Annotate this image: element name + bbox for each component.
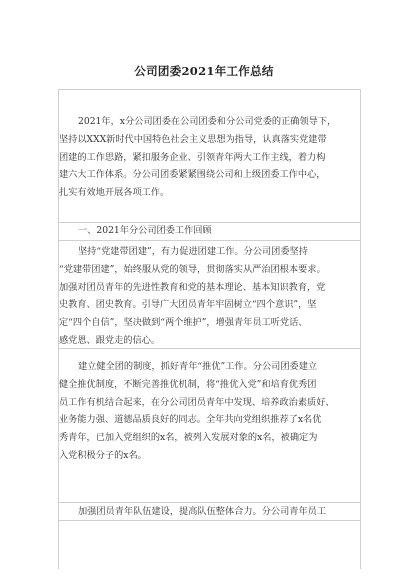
section-heading bbox=[59, 222, 359, 240]
text-line: 入党积极分子的x名。 bbox=[59, 449, 147, 461]
text-line: 感党恩、跟党走的信心。 bbox=[59, 334, 161, 346]
text-line: 团建的工作思路，紧扣服务企业、引领青年两大工作主线，着力构 bbox=[59, 151, 326, 163]
text-line: 定“四个自信”，坚决做到“两个维护”，增强青年员工听党话、 bbox=[59, 317, 308, 329]
text-line: 业务能力强、道德品质良好的同志。全年共向党组织推荐了x名优 bbox=[59, 414, 322, 426]
text-line: 坚持“党建带团建”，有力促进团建工作。分公司团委坚持 bbox=[78, 246, 308, 257]
text-line: 健全推优制度，不断完善推优机制，将“推优入党”和培育优秀团 bbox=[59, 378, 317, 390]
text-line: 秀青年，已加入党组织的x名，被列入发展对象的x名，被确定为 bbox=[59, 432, 318, 444]
text-line: 坚持以XXX新时代中国特色社会主义思想为指导，认真落实党建带 bbox=[59, 133, 327, 145]
text-line: 建六大工作体系。分公司团委紧紧围绕公司和上级团委工作中心， bbox=[59, 169, 326, 181]
text-line: “党建带团建”，始终服从党的领导，贯彻落实从严治团根本要求。 bbox=[59, 263, 326, 275]
paragraph-party-building bbox=[59, 243, 359, 350]
document-title: 公司团委2021年工作总结 bbox=[134, 64, 274, 78]
row-line-2 bbox=[58, 240, 361, 241]
text-line: 扎实有效地开展各项工作。 bbox=[59, 187, 170, 199]
paragraph-recommendation bbox=[59, 358, 359, 465]
box-right-line bbox=[360, 89, 361, 569]
paragraph-intro bbox=[59, 113, 359, 202]
paragraph-team-building bbox=[59, 503, 359, 521]
box-top-line bbox=[58, 89, 361, 90]
text-line: 2021年，x分公司团委在公司团委和分公司党委的正确领导下， bbox=[78, 116, 337, 127]
text-line: 史教育、团史教育。引导广大团员青年牢固树立“四个意识”，坚 bbox=[59, 299, 317, 311]
text-line: 加强对团员青年的先进性教育和党的基本理论、基本知识教育，党 bbox=[59, 281, 326, 293]
text-line: 建立健全团的制度，抓好青年“推优”工作。分公司团委建立 bbox=[78, 361, 318, 372]
section-heading-text: 一、2021年分公司团委工作回顾 bbox=[78, 225, 212, 236]
text-line: 员工作有机结合起来，在分公司团员青年中发现、培养政治素质好、 bbox=[59, 396, 335, 408]
text-line: 加强团员青年队伍建设，提高队伍整体合力。分公司青年员工 bbox=[78, 506, 327, 517]
